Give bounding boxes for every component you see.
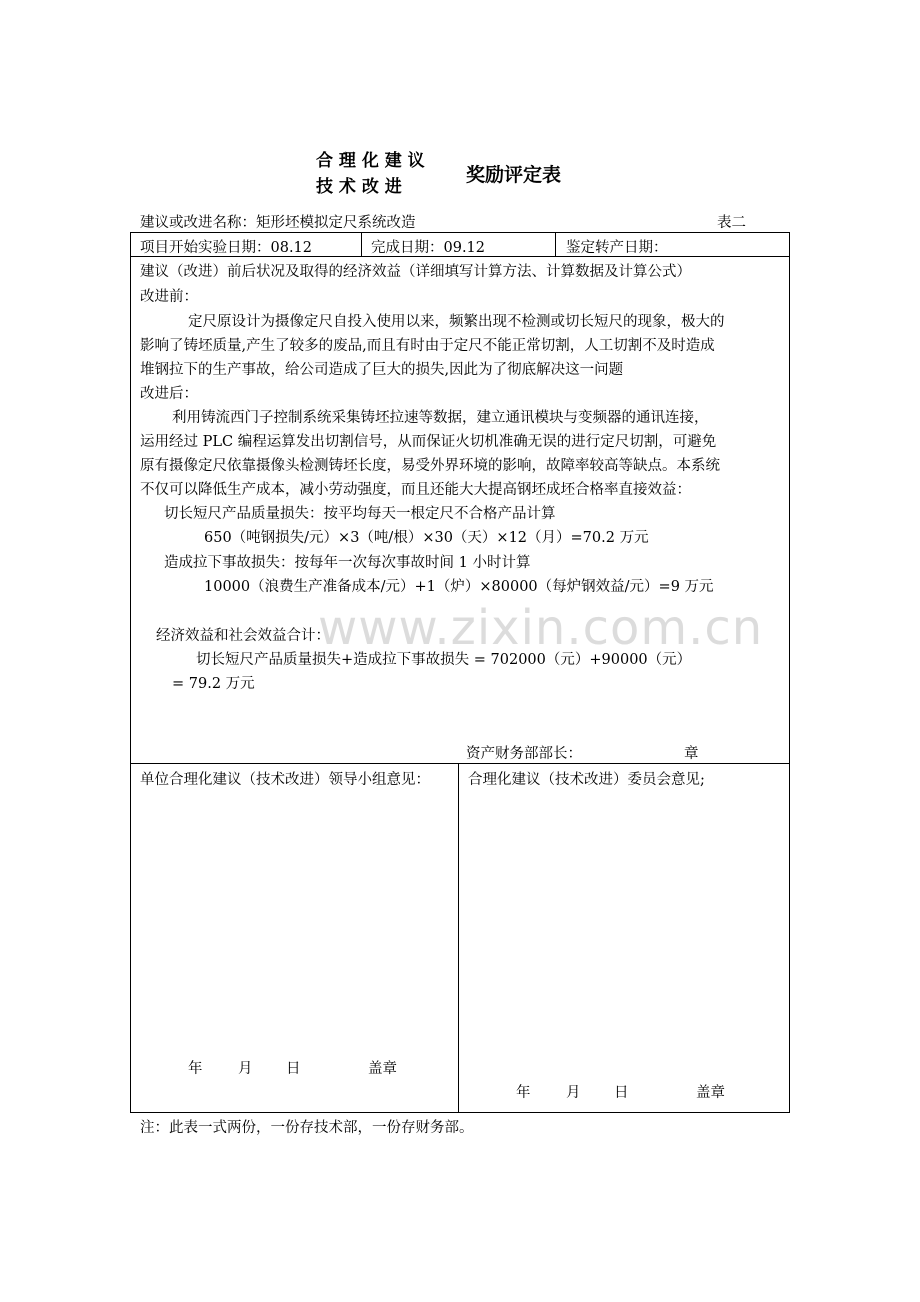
- title-form-name: 奖励评定表: [466, 164, 562, 186]
- before-text-line: 影响了铸坯质量,产生了较多的废品,而且有时由于定尺不能正常切割，人工切割不及时造成: [140, 338, 715, 354]
- benefit-heading: 建议（改进）前后状况及取得的经济效益（详细填写计算方法、计算数据及计算公式）: [140, 264, 691, 280]
- watermark: www.zixin.com.cn: [318, 600, 764, 656]
- total-result: = 79.2 万元: [172, 676, 255, 692]
- title-line-2: 技 术 改 进: [316, 177, 402, 197]
- after-text-line: 运用经过 PLC 编程运算发出切割信号，从而保证火切机准确无误的进行定尺切割，可避免: [140, 434, 717, 450]
- complete-date-field: 完成日期：09.12: [371, 240, 486, 256]
- finance-signature-label: 资产财务部部长：: [466, 746, 582, 762]
- footer-note: 注：此表一式两份，一份存技术部，一份存财务部。: [140, 1120, 474, 1136]
- calc-label: 造成拉下事故损失：按每年一次每次事故时间 1 小时计算: [164, 555, 531, 571]
- after-text-line: 原有摄像定尺依靠摄像头检测铸坯长度，易受外界环境的影响，故障率较高等缺点。本系统: [140, 458, 720, 474]
- calc-formula: 10000（浪费生产准备成本/元）+1（炉）×80000（每炉钢效益/元）=9 万元: [204, 579, 714, 595]
- after-label: 改进后：: [140, 386, 198, 402]
- after-text-line: 利用铸流西门子控制系统采集铸坯拉速等数据，建立通讯模块与变频器的通讯连接，: [172, 410, 709, 426]
- table-number: 表二: [717, 215, 746, 231]
- after-text-line: 不仅可以降低生产成本，减小劳动强度，而且还能大大提高钢坯成坯合格率直接效益：: [140, 482, 691, 498]
- left-month: 月: [238, 1061, 253, 1077]
- left-day: 日: [286, 1061, 301, 1077]
- before-text-line: 堆钢拉下的生产事故，给公司造成了巨大的损失,因此为了彻底解决这一问题: [140, 362, 624, 378]
- total-formula: 切长短尺产品质量损失+造成拉下事故损失 = 702000（元）+90000（元）: [196, 652, 692, 668]
- seal-label: 章: [684, 746, 699, 762]
- leader-group-opinion-label: 单位合理化建议（技术改进）领导小组意见：: [140, 772, 430, 788]
- calc-label: 切长短尺产品质量损失：按平均每天一根定尺不合格产品计算: [164, 506, 556, 522]
- left-stamp: 盖章: [368, 1061, 397, 1077]
- start-date-field: 项目开始实验日期：08.12: [140, 240, 313, 256]
- before-text-line: 定尺原设计为摄像定尺自投入使用以来，频繁出现不检测或切长短尺的现象，极大的: [188, 314, 725, 330]
- right-stamp: 盖章: [696, 1085, 725, 1101]
- title-block: [316, 148, 425, 200]
- project-name-label: 建议或改进名称：矩形坯模拟定尺系统改造: [140, 215, 416, 231]
- left-year: 年: [188, 1061, 203, 1077]
- right-month: 月: [566, 1085, 581, 1101]
- calc-formula: 650（吨钢损失/元）×3（吨/根）×30（天）×12（月）=70.2 万元: [204, 530, 649, 546]
- committee-opinion-label: 合理化建议（技术改进）委员会意见;: [468, 772, 705, 788]
- appraisal-date-field: 鉴定转产日期：: [566, 240, 668, 256]
- before-label: 改进前：: [140, 289, 198, 305]
- right-day: 日: [614, 1085, 629, 1101]
- title-line-1: 合 理 化 建 议: [316, 151, 425, 171]
- right-year: 年: [516, 1085, 531, 1101]
- total-label: 经济效益和社会效益合计：: [156, 628, 330, 644]
